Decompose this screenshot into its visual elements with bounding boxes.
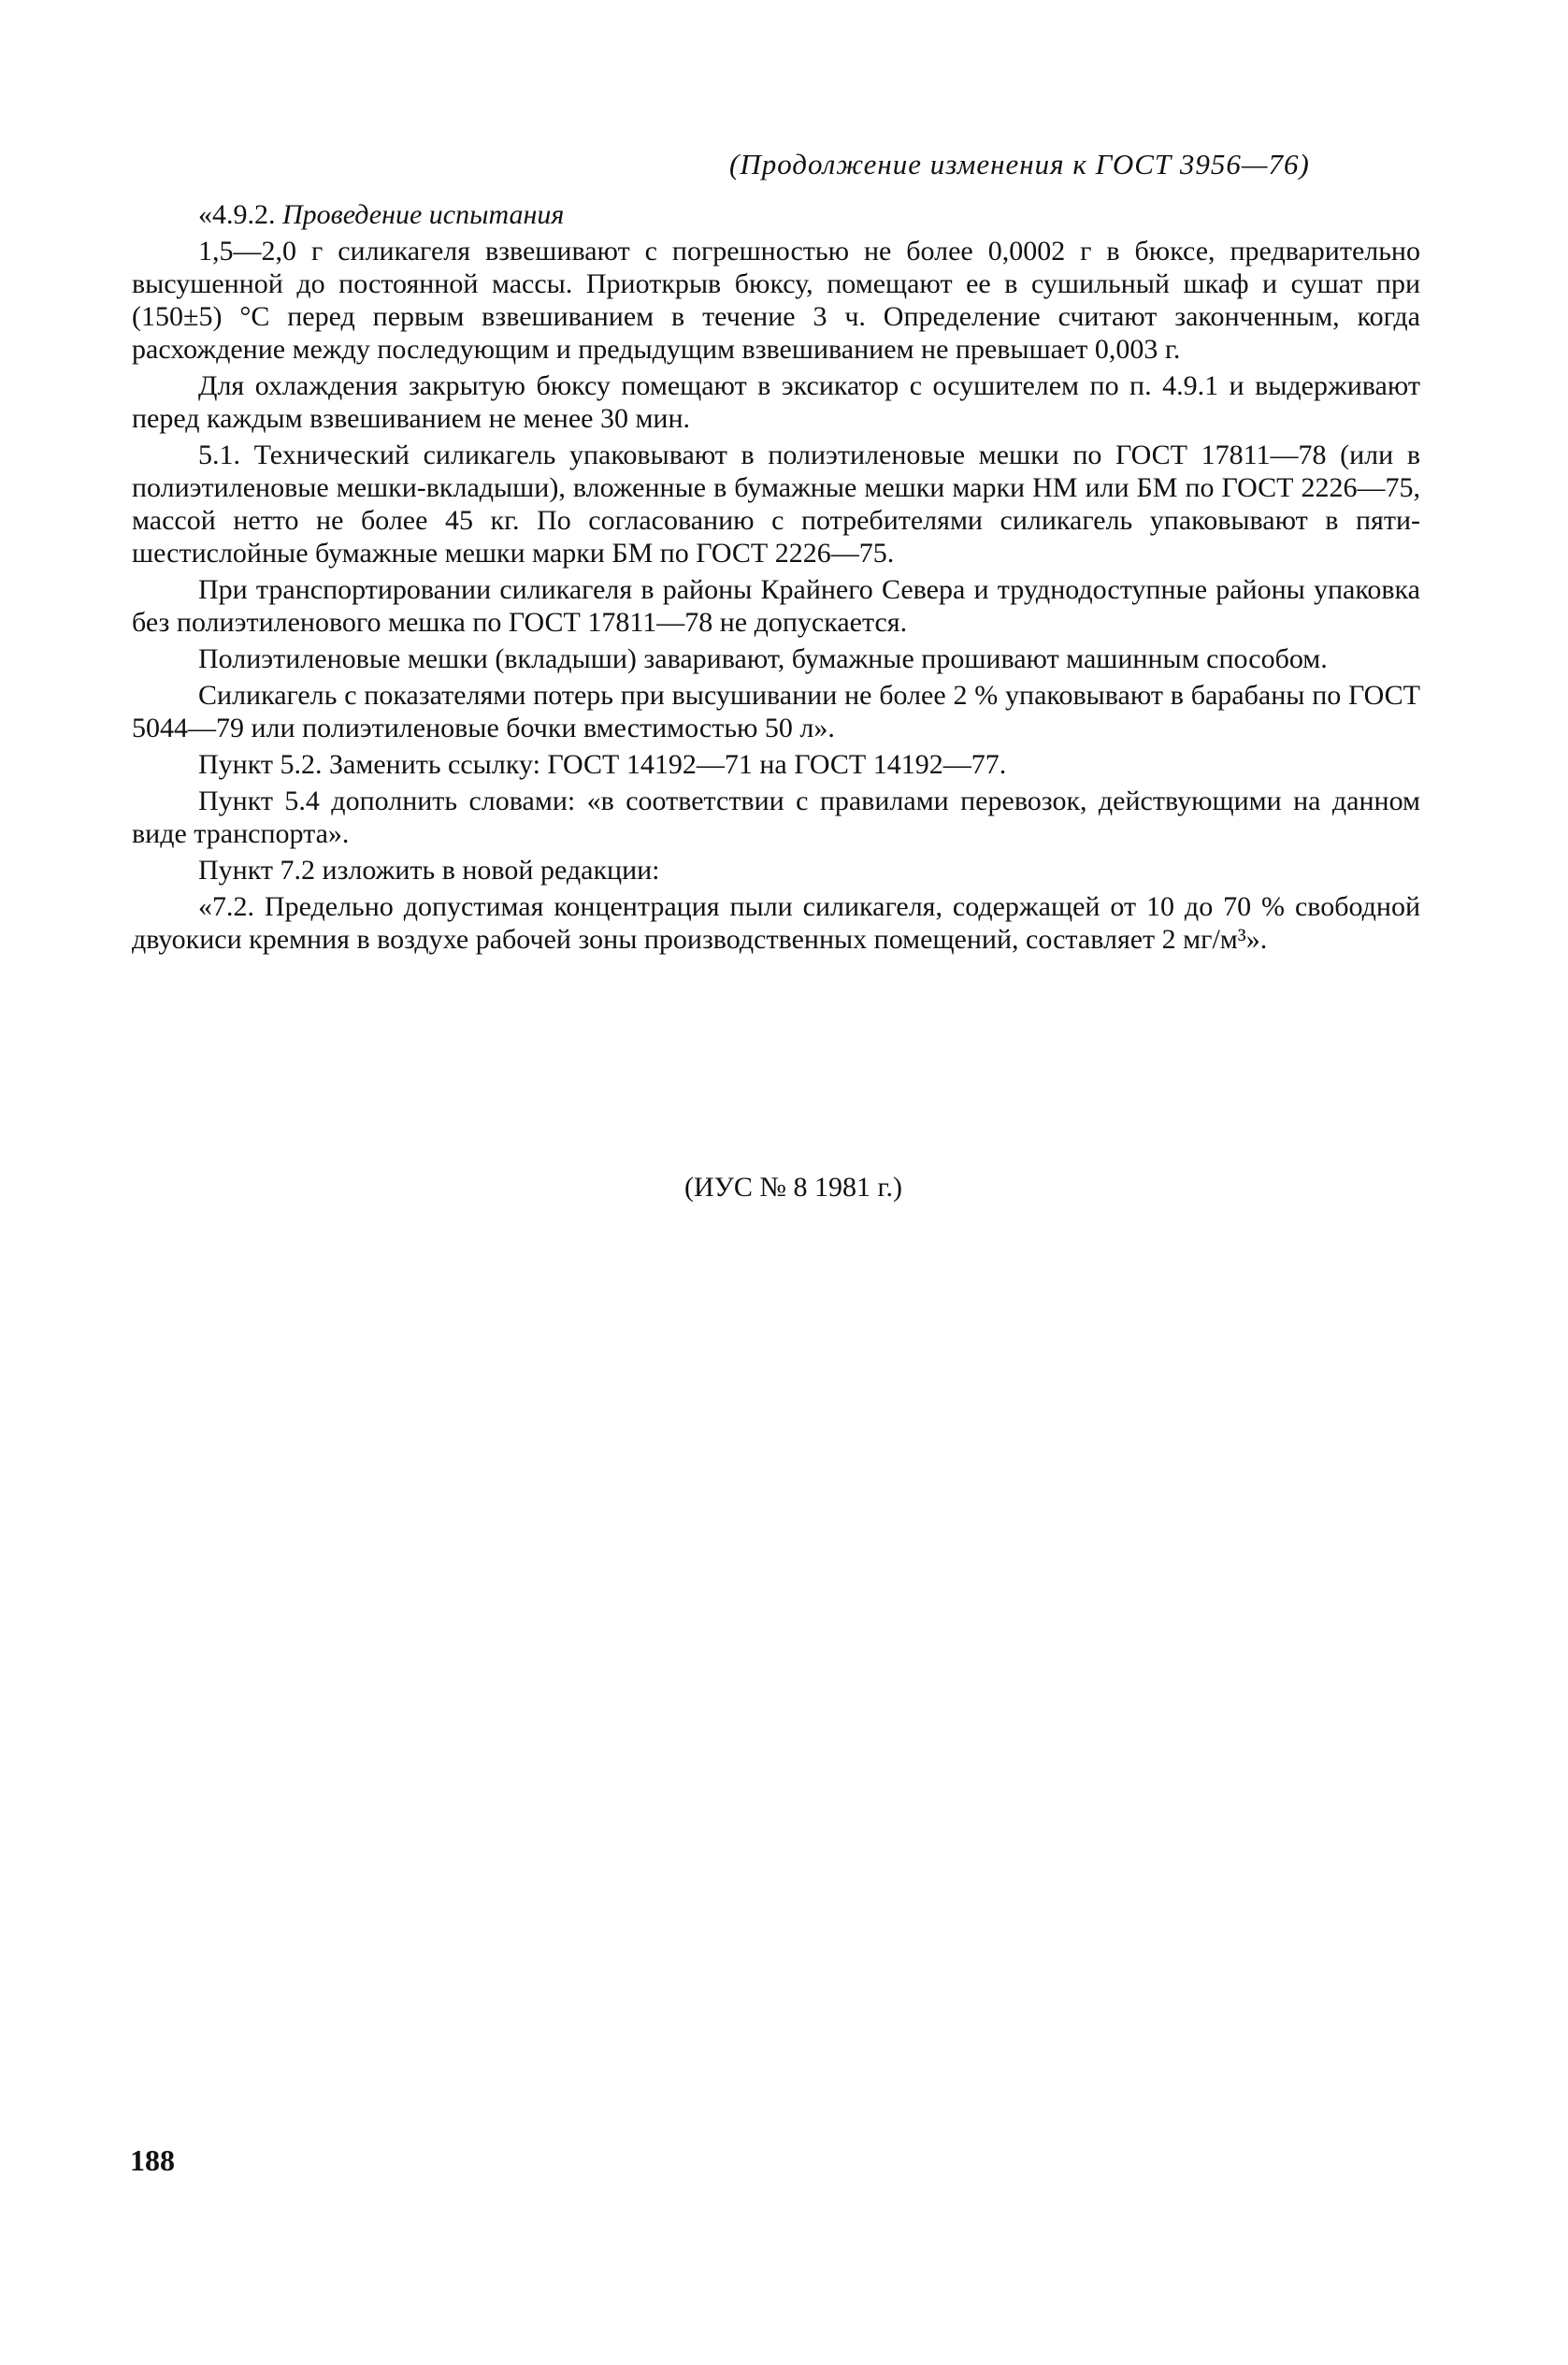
section-heading — [132, 198, 1420, 231]
paragraph: 5.1. Технический силикагель упаковывают в полиэтиленовые мешки по ГОСТ 17811—78 (или в полиэтиленовые мешки-вкладыши), вложенные в бумажные мешки марки НМ или БМ по ГОСТ 2226—75, массой нетто не более 45 кг. По согласованию с потребителями силикагель упаковывают в пяти-шестислойные бумажные мешки марки БМ по ГОСТ 2226—75. — [132, 440, 1420, 569]
paragraph: Пункт 7.2 изложить в новой редакции: — [198, 855, 660, 886]
page-number: 188 — [130, 2143, 175, 2177]
source-reference: (ИУС № 8 1981 г.) — [684, 1172, 902, 1203]
section-number: «4.9.2. — [198, 199, 276, 230]
running-header: (Продолжение изменения к ГОСТ 3956—76) — [729, 148, 1310, 180]
document-body — [132, 198, 1420, 956]
paragraph: Силикагель с показателями потерь при высушивании не более 2 % упаковывают в барабаны по ГОСТ 5044—79 или полиэтиленовые бочки вместимостью 50 л». — [132, 680, 1420, 743]
paragraph: Полиэтиленовые мешки (вкладыши) заваривают, бумажные прошивают машинным способом. — [198, 643, 1328, 674]
paragraph: Пункт 5.4 дополнить словами: «в соответствии с правилами перевозок, действующими на данном виде транспорта». — [132, 786, 1420, 849]
paragraph: Пункт 5.2. Заменить ссылку: ГОСТ 14192—71 на ГОСТ 14192—77. — [198, 749, 1007, 780]
paragraph: 1,5—2,0 г силикагеля взвешивают с погрешностью не более 0,0002 г в бюксе, предварительно высушенной до постоянной массы. Приоткрыв бюксу, помещают ее в сушильный шкаф и сушат при (150±5) °С перед первым взвешиванием в течение 3 ч. Определение считают законченным, когда расхождение между последующим и предыдущим взвешиванием не превышает 0,003 г. — [132, 236, 1420, 365]
section-title: Проведение испытания — [282, 199, 565, 230]
paragraph: При транспортировании силикагеля в районы Крайнего Севера и труднодоступные районы упаковка без полиэтиленового мешка по ГОСТ 17811—78 не допускается. — [132, 574, 1420, 638]
paragraph: «7.2. Предельно допустимая концентрация пыли силикагеля, содержащей от 10 до 70 % свободной двуокиси кремния в воздухе рабочей зоны производственных помещений, составляет 2 мг/м³». — [132, 891, 1420, 955]
paragraph: Для охлаждения закрытую бюксу помещают в эксикатор с осушителем по п. 4.9.1 и выдерживают перед каждым взвешиванием не менее 30 мин. — [132, 370, 1420, 434]
